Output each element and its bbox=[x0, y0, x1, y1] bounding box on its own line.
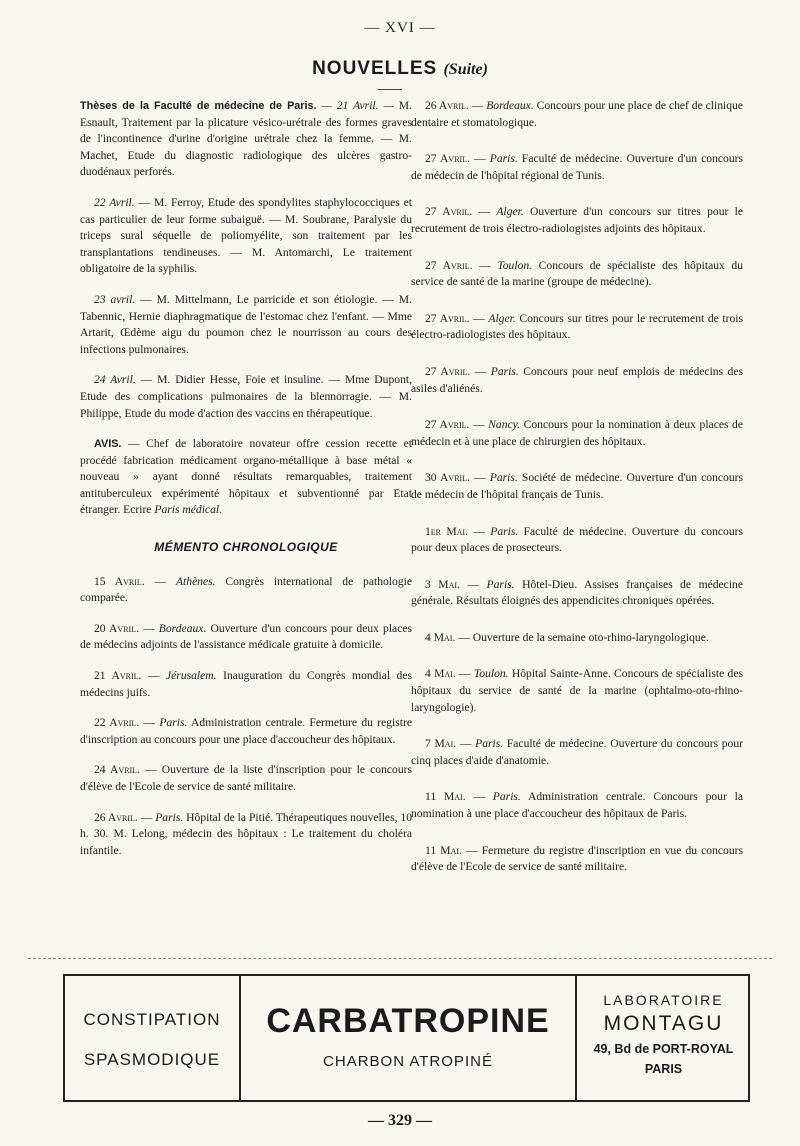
memento-date: 27 Avril. bbox=[425, 152, 470, 166]
memento-date: 21 Avril. bbox=[94, 669, 142, 683]
memento-text: Congrès international de pathologie comparée. bbox=[80, 574, 412, 605]
page-roman-number: — XVI — bbox=[364, 20, 436, 36]
theses-24-date: 24 Avril. bbox=[94, 373, 136, 387]
memento-place: Alger. bbox=[496, 205, 524, 219]
memento-text: Concours de spécialiste des hôpitaux du service de santé de la marine (groupe de médecine). bbox=[411, 258, 744, 289]
memento-text: Ouverture d'un concours sur titres pour le recrutement de trois électro-radiologistes adjoints des hôpitaux. bbox=[411, 205, 743, 235]
memento-text: Hôpital de la Pitié. Thérapeutiques nouvelles, 10 h. 30. M. Lelong, médecin des hôpitaux : Le traitement du choléra infantile. bbox=[80, 810, 412, 857]
memento-date: 30 Avril. bbox=[425, 471, 470, 485]
memento-date: 15 Avril. bbox=[94, 574, 145, 588]
memento-text: Inauguration du Congrès mondial des médecins juifs. bbox=[80, 669, 413, 699]
memento-date: 4 Mai. bbox=[425, 667, 456, 681]
theses-23-date: 23 avril. bbox=[94, 292, 136, 306]
memento-place: Paris. bbox=[492, 790, 521, 804]
ad-lab-city: PARIS bbox=[644, 1062, 683, 1076]
memento-text: Hôpital Sainte-Anne. Concours de spécialiste des hôpitaux du service de santé de la marine (ophtalmo-oto-rhino-laryngologie). bbox=[411, 667, 743, 714]
memento-place: Paris. bbox=[490, 524, 519, 538]
ad-indication-cell bbox=[65, 976, 241, 1100]
memento-place: Bordeaux. bbox=[486, 99, 534, 112]
memento-entry: 26 Avril. — Bordeaux. Concours pour une place de chef de clinique dentaire et stomatologique. bbox=[411, 99, 743, 129]
separator-line bbox=[28, 958, 772, 959]
memento-place: Paris. bbox=[486, 577, 515, 591]
memento-place: Bordeaux. bbox=[158, 621, 207, 635]
memento-text: Faculté de médecine. Ouverture du concours pour deux places de prosecteurs. bbox=[411, 524, 744, 555]
memento-entry: 27 Avril. — Nancy. Concours pour la nomination à deux places de médecin et à une place de chirurgien des hôpitaux. bbox=[411, 418, 743, 448]
memento-date: 27 Avril. bbox=[425, 364, 471, 378]
memento-date: 27 Avril. bbox=[425, 311, 470, 325]
memento-entry: 27 Avril. — Toulon. Concours de spécialiste des hôpitaux du service de santé de la marine (groupe de médecine). bbox=[411, 258, 744, 289]
memento-text: Concours pour la nomination à deux places de médecin et à une place de chirurgien des hôpitaux. bbox=[411, 418, 743, 448]
memento-list-left bbox=[80, 574, 412, 860]
theses-23-body: — M. Mittelmann, Le parricide et son étiologie. — M. Tabennic, Hernie diaphragmatique de l'estomac chez l'enfant. — Mme Artarit, Œdème aigu du poumon chez le nourrisson au cours des infections pulmonaires. bbox=[80, 292, 412, 356]
memento-date: 11 Mai. bbox=[425, 790, 466, 804]
memento-entry: 3 Mai. — Paris. Hôtel-Dieu. Assises françaises de médecine générale. Résultats éloignés des appendicites chroniques opérées. bbox=[411, 577, 743, 608]
memento-date: 7 Mai. bbox=[425, 737, 457, 751]
theses-24-paragraph bbox=[80, 372, 412, 422]
memento-entry: 30 Avril. — Paris. Société de médecine. Ouverture d'un concours de médecin de l'hôpital français de Tunis. bbox=[411, 471, 743, 501]
memento-entry: 11 Mai. — Fermeture du registre d'inscription en vue du concours d'élève de l'Ecole de service de santé militaire. bbox=[411, 843, 744, 874]
theses-24-body: — M. Didier Hesse, Foie et insuline. — Mme Dupont, Etude des complications pulmonaires de la blennorragie. — M. Philippe, Etude du mode d'action des vaccins en thérapeutique. bbox=[80, 373, 412, 420]
memento-date: 1er Mai. bbox=[425, 524, 468, 538]
left-column bbox=[80, 98, 412, 873]
memento-entry: 27 Avril. — Paris. Concours pour neuf emplois de médecins des asiles d'aliénés. bbox=[411, 364, 743, 395]
memento-heading: MÉMENTO CHRONOLOGIQUE bbox=[154, 540, 338, 555]
section-title bbox=[0, 58, 800, 80]
memento-text: Administration centrale. Concours pour la nomination à une place d'accoucheur des hôpitaux de Paris. bbox=[411, 790, 743, 821]
ad-brand-name: CARBATROPINE bbox=[266, 1002, 550, 1040]
memento-date: 11 Mai. bbox=[425, 843, 462, 857]
memento-place: Jérusalem. bbox=[166, 669, 217, 683]
advertisement-box bbox=[63, 974, 750, 1102]
memento-entry: 26 Avril. — Paris. Hôpital de la Pitié. Thérapeutiques nouvelles, 10 h. 30. M. Lelong, médecin des hôpitaux : Le traitement du choléra infantile. bbox=[80, 810, 412, 857]
memento-date: 26 Avril. bbox=[94, 810, 138, 824]
right-column bbox=[411, 98, 743, 896]
memento-text: Concours pour une place de chef de clinique dentaire et stomatologique. bbox=[411, 99, 743, 129]
title-rule bbox=[378, 89, 402, 90]
memento-place: Paris. bbox=[489, 471, 518, 485]
ad-lab-line2: MONTAGU bbox=[603, 1012, 724, 1035]
memento-entry: 27 Avril. — Paris. Faculté de médecine. Ouverture d'un concours de médecin de l'hôpital régional de Tunis. bbox=[411, 152, 743, 182]
memento-place: Nancy. bbox=[488, 418, 521, 432]
theses-22-paragraph bbox=[80, 195, 412, 278]
memento-place: Toulon. bbox=[473, 667, 509, 681]
avis-paragraph bbox=[80, 436, 412, 519]
memento-place: Paris. bbox=[490, 364, 519, 378]
memento-entry: 20 Avril. — Bordeaux. Ouverture d'un concours pour deux places de médecins adjoints de l'assistance médicale gratuite à domicile. bbox=[80, 621, 413, 652]
ad-lab-line1: LABORATOIRE bbox=[603, 992, 724, 1008]
memento-text: Hôtel-Dieu. Assises françaises de médecine générale. Résultats éloignés des appendicites chroniques opérées. bbox=[411, 577, 743, 608]
avis-lead: AVIS. bbox=[94, 438, 122, 451]
memento-date: 3 Mai. bbox=[425, 577, 460, 591]
memento-place: Paris. bbox=[159, 716, 188, 730]
memento-date: 27 Avril. bbox=[425, 418, 470, 432]
theses-23-paragraph bbox=[80, 292, 412, 358]
memento-place: Paris. bbox=[155, 810, 184, 824]
memento-entry: 15 Avril. — Athènes. Congrès international de pathologie comparée. bbox=[80, 574, 412, 605]
memento-entry: 24 Avril. — Ouverture de la liste d'inscription pour le concours d'élève de l'Ecole de service de santé militaire. bbox=[80, 763, 412, 793]
avis-city: Paris médical bbox=[154, 503, 220, 517]
theses-lead: Thèses de la Faculté de médecine de Paris. bbox=[80, 100, 317, 112]
memento-place: Paris. bbox=[475, 737, 504, 751]
title-suite: (Suite) bbox=[443, 61, 488, 78]
memento-text: Administration centrale. Fermeture du registre d'inscription au concours pour une place d'accoucheur des hôpitaux. bbox=[80, 716, 413, 746]
ad-brand-subtitle: CHARBON ATROPINÉ bbox=[323, 1053, 493, 1070]
memento-date: 27 Avril. bbox=[425, 258, 473, 272]
memento-text: Ouverture d'un concours pour deux places de médecins adjoints de l'assistance médicale gratuite à domicile. bbox=[80, 621, 413, 652]
ad-laboratory-cell bbox=[575, 976, 750, 1100]
avis-end: . bbox=[219, 503, 222, 517]
memento-entry: 21 Avril. — Jérusalem. Inauguration du Congrès mondial des médecins juifs. bbox=[80, 669, 413, 699]
theses-paragraph bbox=[80, 98, 412, 181]
memento-date: 24 Avril. bbox=[94, 763, 140, 777]
memento-entry: 1er Mai. — Paris. Faculté de médecine. Ouverture du concours pour deux places de prosecteurs. bbox=[411, 524, 744, 555]
ad-indication-line1: CONSTIPATION bbox=[83, 1010, 221, 1029]
ad-indication-line2: SPASMODIQUE bbox=[83, 1050, 221, 1069]
theses-body: M. Esnault, Traitement par la plicature vésico-urétrale des formes graves de l'incontinence d'urine d'origine urétrale chez la femme. — M. Machet, Etude du diagnostic radiologique des ulcères gastro-duodénaux perforés. bbox=[80, 99, 412, 179]
memento-date: 26 Avril. bbox=[425, 99, 469, 112]
memento-text: Faculté de médecine. Ouverture du concours pour cinq places d'aide d'anatomie. bbox=[411, 737, 743, 767]
memento-place: Athènes. bbox=[175, 574, 216, 588]
memento-text: Faculté de médecine. Ouverture d'un concours de médecin de l'hôpital régional de Tunis. bbox=[411, 152, 743, 182]
memento-date: 22 Avril. bbox=[94, 716, 140, 730]
memento-text: Fermeture du registre d'inscription en vue du concours d'élève de l'Ecole de service de santé militaire. bbox=[411, 843, 744, 874]
memento-list-right bbox=[411, 98, 743, 876]
ad-brand-cell bbox=[241, 976, 575, 1100]
memento-entry: 4 Mai. — Toulon. Hôpital Sainte-Anne. Concours de spécialiste des hôpitaux du service de santé de la marine (ophtalmo-oto-rhino-laryngologie). bbox=[411, 667, 743, 714]
memento-text: Société de médecine. Ouverture d'un concours de médecin de l'hôpital français de Tunis. bbox=[411, 471, 743, 501]
memento-place: Toulon. bbox=[497, 258, 533, 272]
theses-date: — 21 Avril. — bbox=[321, 99, 394, 112]
memento-entry: 22 Avril. — Paris. Administration centrale. Fermeture du registre d'inscription au concours pour une place d'accoucheur des hôpitaux. bbox=[80, 716, 413, 746]
page-number: — 329 — bbox=[368, 1112, 432, 1129]
theses-22-date: 22 Avril. bbox=[94, 195, 135, 209]
memento-text: Concours pour neuf emplois de médecins des asiles d'aliénés. bbox=[411, 364, 743, 395]
memento-entry: 7 Mai. — Paris. Faculté de médecine. Ouverture du concours pour cinq places d'aide d'anatomie. bbox=[411, 737, 743, 767]
memento-date: 4 Mai. bbox=[425, 630, 456, 644]
memento-date: 27 Avril. bbox=[425, 205, 473, 219]
ad-lab-address: 49, Bd de PORT-ROYAL bbox=[593, 1042, 734, 1056]
memento-place: Alger. bbox=[488, 311, 516, 325]
avis-body: — Chef de laboratoire novateur offre cession recette et procédé fabrication médicament organo-métallique à base métal « nouveau » ayant donné résultats remarquables, traitement antituberculeux expérimenté hôpitaux et subventionné par Etat étranger. Ecrire bbox=[80, 437, 412, 517]
memento-entry: 11 Mai. — Paris. Administration centrale. Concours pour la nomination à une place d'accoucheur des hôpitaux de Paris. bbox=[411, 790, 743, 821]
memento-entry: 27 Avril. — Alger. Ouverture d'un concours sur titres pour le recrutement de trois électro-radiologistes adjoints des hôpitaux. bbox=[411, 205, 743, 235]
title-main: NOUVELLES bbox=[312, 58, 438, 79]
memento-text: Concours sur titres pour le recrutement de trois électro-radiologistes des hôpitaux. bbox=[411, 311, 744, 342]
memento-place: Paris. bbox=[489, 152, 518, 166]
memento-text: Ouverture de la liste d'inscription pour le concours d'élève de l'Ecole de service de santé militaire. bbox=[80, 763, 412, 793]
memento-entry: 4 Mai. — Ouverture de la semaine oto-rhino-laryngologique. bbox=[425, 630, 709, 644]
memento-entry: 27 Avril. — Alger. Concours sur titres pour le recrutement de trois électro-radiologistes des hôpitaux. bbox=[411, 311, 744, 342]
memento-date: 20 Avril. bbox=[94, 621, 139, 635]
theses-22-body: — M. Ferroy, Etude des spondylites staphylococciques et cas particulier de leur forme subaiguë. — M. Soubrane, Paralysie du triceps sural séquelle de poliomyélite, son traitement par les transplantations tendineuses. — M. Antomarchi, Le traitement obligatoire de la syphilis. bbox=[80, 195, 413, 276]
memento-text: Ouverture de la semaine oto-rhino-laryngologique. bbox=[472, 630, 709, 644]
